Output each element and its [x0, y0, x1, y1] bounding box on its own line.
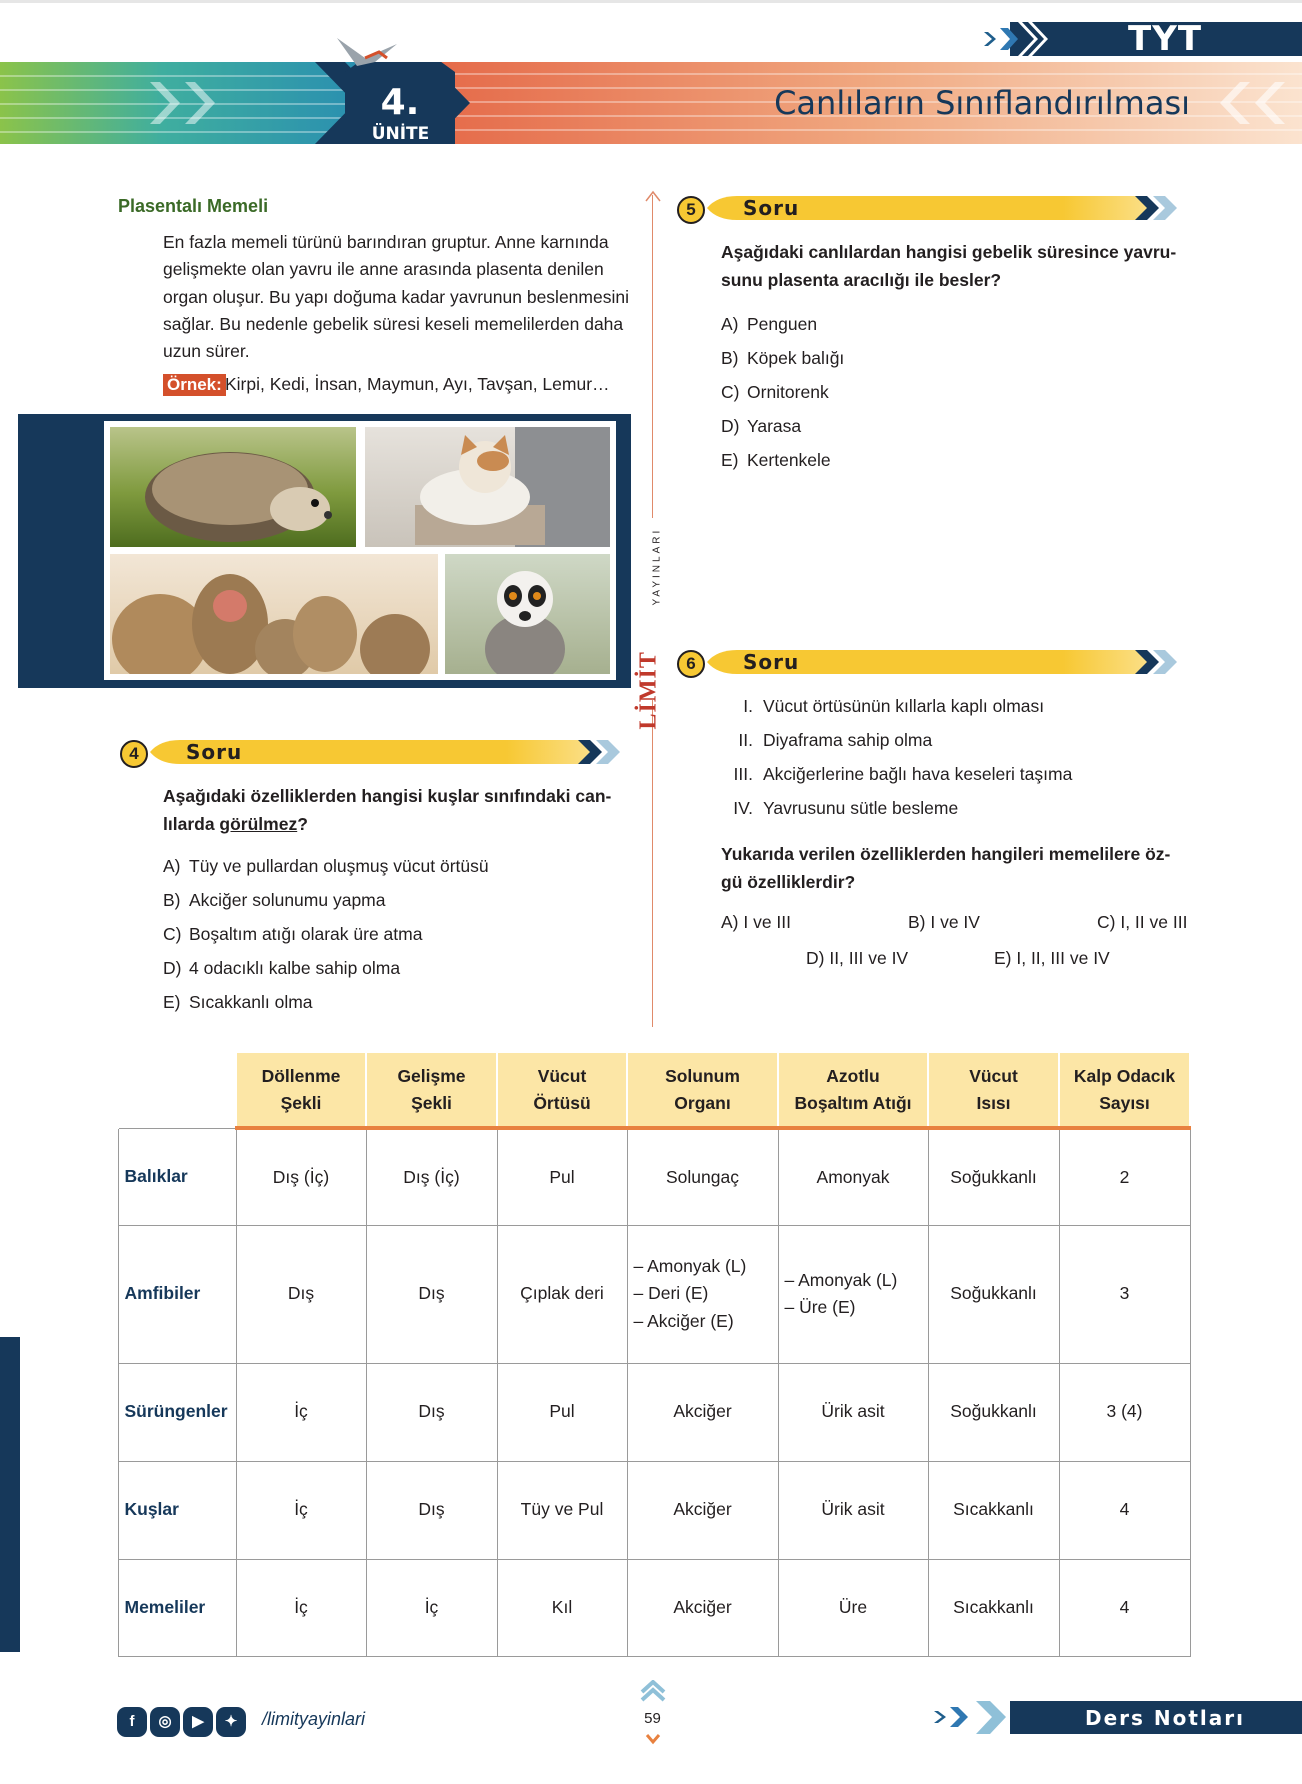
table-header — [778, 1053, 928, 1128]
twitter-icon[interactable]: ✦ — [216, 1707, 246, 1737]
question-4-option[interactable] — [163, 958, 489, 992]
question-6-option[interactable]: A) I ve III — [721, 912, 792, 932]
hedgehog-photo — [110, 427, 356, 547]
header-line: Organı — [674, 1092, 731, 1113]
question-6-label: Soru — [743, 650, 800, 674]
row-header: Balıklar — [118, 1128, 236, 1225]
social-handle[interactable]: /limityayinlari — [262, 1709, 366, 1729]
option-letter: C) — [721, 382, 740, 402]
header-line: Azotlu — [826, 1065, 880, 1086]
header-line: Vücut — [537, 1065, 587, 1086]
table-cell: Dış — [366, 1461, 497, 1559]
table-row — [118, 1559, 1190, 1656]
divider-arrow-icon — [645, 190, 661, 202]
unit-title: Canlıların Sınıflandırılması — [774, 84, 1190, 122]
table-row — [118, 1363, 1190, 1461]
table-cell: 3 (4) — [1059, 1363, 1190, 1461]
option-text: Akciğer solunumu yapma — [189, 890, 386, 910]
table-cell: Pul — [497, 1128, 627, 1225]
statement-roman: II. — [738, 730, 753, 750]
option-text: Ornitorenk — [747, 382, 829, 402]
header-line: Boşaltım Atığı — [794, 1092, 912, 1113]
question-6-option[interactable]: E) I, II, III ve IV — [994, 948, 1110, 968]
header-line: Vücut — [969, 1065, 1018, 1086]
statement-text: Vücut örtüsünün kıllarla kaplı olması — [763, 696, 1045, 716]
table-row — [118, 1461, 1190, 1559]
example-text: Kirpi, Kedi, İnsan, Maymun, Ayı, Tavşan, Lemur… — [225, 374, 610, 394]
header-line: Şekli — [411, 1092, 452, 1113]
option-letter: A) — [163, 856, 181, 876]
table-header — [236, 1053, 366, 1128]
statement-text: Diyaframa sahip olma — [763, 730, 933, 750]
option-letter: D) — [163, 958, 182, 978]
youtube-icon[interactable]: ▶ — [183, 1707, 213, 1737]
table-cell: Soğukkanlı — [928, 1363, 1059, 1461]
table-cell: Ürik asit — [778, 1461, 928, 1559]
option-text: Köpek balığı — [747, 348, 845, 368]
page-edge-stripe — [0, 1337, 20, 1652]
photo-frame — [104, 421, 616, 680]
question-4-stem-end: ? — [297, 814, 308, 834]
table-cell: Dış (İç) — [366, 1128, 497, 1225]
table-cell: Akciğer — [627, 1363, 778, 1461]
question-5-option[interactable] — [721, 314, 844, 348]
question-4-stem-underlined: görülmez — [219, 814, 298, 834]
notes-label: Ders Notları — [1084, 1706, 1245, 1730]
option-text: Tüy ve pullardan oluşmuş vücut örtüsü — [189, 856, 489, 876]
header-line: Solunum — [665, 1065, 740, 1086]
table-cell: Çıplak deri — [497, 1225, 627, 1363]
table-cell: Kıl — [497, 1559, 627, 1656]
table-cell: Amonyak — [778, 1128, 928, 1225]
statement-item — [721, 798, 1072, 832]
statement-roman: I. — [743, 696, 753, 716]
question-6-option[interactable]: B) I ve IV — [908, 912, 980, 932]
statement-text: Akciğerlerine bağlı hava keseleri taşıma — [763, 764, 1073, 784]
option-letter: B) — [163, 890, 181, 910]
table-cell: Dış — [366, 1363, 497, 1461]
header-line: Isısı — [976, 1092, 1011, 1113]
table-cell: Sıcakkanlı — [928, 1461, 1059, 1559]
footer-chevrons — [932, 1701, 1012, 1734]
table-cell: Ürik asit — [778, 1363, 928, 1461]
page-up-chevron-icon — [640, 1680, 666, 1702]
question-5-option[interactable] — [721, 382, 844, 416]
header-line: Döllenme — [261, 1065, 341, 1086]
section-paragraph: En fazla memeli türünü barındıran gruptur. Anne karnında gelişmekte olan yavru ile anne arasında plasenta denilen organ oluşur. Bu yapı doğuma kadar yavrunun beslenmesini sağlar. Bu nedenle gebelik süresi keseli memelilerden daha uzun sürer. — [163, 232, 629, 362]
table-cell: Dış — [236, 1225, 366, 1363]
question-4-option[interactable] — [163, 992, 489, 1026]
table-header — [627, 1053, 778, 1128]
social-icons — [117, 1707, 249, 1737]
table-cell: İç — [236, 1461, 366, 1559]
option-text: Boşaltım atığı olarak üre atma — [189, 924, 423, 944]
question-4-options — [163, 856, 489, 1026]
row-header: Memeliler — [118, 1559, 236, 1656]
question-4-stem — [163, 782, 633, 838]
question-4-label: Soru — [186, 740, 243, 764]
table-cell: İç — [236, 1363, 366, 1461]
statement-text: Yavrusunu sütle besleme — [763, 798, 959, 818]
question-5-option[interactable] — [721, 348, 844, 382]
question-4-option[interactable] — [163, 890, 489, 924]
page-down-chevron-icon — [645, 1733, 661, 1745]
table-cell: – Amonyak (L) – Deri (E) – Akciğer (E) — [627, 1225, 778, 1363]
row-header: Amfibiler — [118, 1225, 236, 1363]
question-6-number: 6 — [677, 650, 705, 678]
table-cell: 4 — [1059, 1559, 1190, 1656]
row-header: Kuşlar — [118, 1461, 236, 1559]
question-5-option[interactable] — [721, 416, 844, 450]
question-4-option[interactable] — [163, 856, 489, 890]
instagram-icon[interactable]: ◎ — [150, 1707, 180, 1737]
row-header: Sürüngenler — [118, 1363, 236, 1461]
question-5-number: 5 — [677, 196, 705, 224]
option-text: Yarasa — [747, 416, 802, 436]
top-rule — [0, 0, 1302, 3]
table-header — [1059, 1053, 1190, 1128]
question-6-items — [721, 696, 1072, 832]
cat-photo — [365, 427, 610, 547]
section-title: Plasentalı Memeli — [118, 196, 269, 216]
monkeys-photo — [110, 554, 438, 674]
question-5-label: Soru — [743, 196, 800, 220]
question-4-number: 4 — [120, 740, 148, 768]
publisher-logo — [631, 518, 671, 730]
publisher-logo-name: LİMİT — [635, 651, 662, 730]
question-5-options — [721, 314, 844, 484]
table-header — [366, 1053, 497, 1128]
option-letter: E) — [163, 992, 181, 1012]
table-cell: Akciğer — [627, 1461, 778, 1559]
exam-label: TYT — [1128, 19, 1203, 59]
table-cell: Soğukkanlı — [928, 1225, 1059, 1363]
table-cell: Akciğer — [627, 1559, 778, 1656]
header-line: Örtüsü — [533, 1092, 591, 1113]
table-cell: Solungaç — [627, 1128, 778, 1225]
header-line: Gelişme — [397, 1065, 466, 1086]
question-6-option[interactable]: C) I, II ve III — [1097, 912, 1188, 932]
option-letter: E) — [721, 450, 739, 470]
question-4-option[interactable] — [163, 924, 489, 958]
question-4-stem-text: Aşağıdaki özelliklerden hangisi kuşlar sınıfındaki can-lılarda — [163, 786, 612, 834]
page-number: 59 — [644, 1710, 661, 1727]
table-cell: Soğukkanlı — [928, 1128, 1059, 1225]
question-6-option[interactable]: D) II, III ve IV — [806, 948, 909, 968]
header-line: Kalp Odacık — [1073, 1065, 1176, 1086]
statement-item — [721, 696, 1072, 730]
table-cell: Dış (İç) — [236, 1128, 366, 1225]
table-cell: Dış — [366, 1225, 497, 1363]
table-cell: 2 — [1059, 1128, 1190, 1225]
option-text: 4 odacıklı kalbe sahip olma — [189, 958, 401, 978]
table-cell: 4 — [1059, 1461, 1190, 1559]
table-cell: Pul — [497, 1363, 627, 1461]
example-badge: Örnek: — [163, 374, 226, 396]
option-letter: A) — [721, 314, 739, 334]
unit-number: 4. — [380, 82, 420, 123]
lemur-photo — [445, 554, 610, 674]
question-6-stem: Yukarıda verilen özelliklerden hangileri memelilere öz-gü özelliklerdir? — [721, 844, 1171, 892]
bird-icon — [335, 32, 405, 70]
table-cell: Üre — [778, 1559, 928, 1656]
header-line: Şekli — [280, 1092, 322, 1113]
question-5-stem: Aşağıdaki canlılardan hangisi gebelik süresince yavru-sunu plasenta aracılığı ile besler? — [721, 242, 1177, 290]
unit-word: ÜNİTE — [371, 124, 430, 144]
table-cell: Tüy ve Pul — [497, 1461, 627, 1559]
table-header — [928, 1053, 1059, 1128]
header-line: Sayısı — [1099, 1092, 1150, 1113]
publisher-logo-sub: YAYINLARI — [651, 527, 663, 606]
option-text: Sıcakkanlı olma — [189, 992, 313, 1012]
facebook-icon[interactable]: f — [117, 1707, 147, 1737]
statement-item — [721, 730, 1072, 764]
statement-roman: IV. — [733, 798, 753, 818]
option-letter: B) — [721, 348, 739, 368]
option-text: Kertenkele — [747, 450, 831, 470]
table-row — [118, 1128, 1190, 1225]
classification-table — [117, 1053, 1191, 1657]
table-header — [497, 1053, 627, 1128]
table-row — [118, 1225, 1190, 1363]
option-text: Penguen — [747, 314, 818, 334]
table-cell: İç — [366, 1559, 497, 1656]
option-letter: D) — [721, 416, 740, 436]
table-cell: 3 — [1059, 1225, 1190, 1363]
header-chevrons — [982, 22, 1062, 56]
option-letter: C) — [163, 924, 182, 944]
table-corner — [118, 1053, 236, 1128]
table-cell: – Amonyak (L) – Üre (E) — [778, 1225, 928, 1363]
statement-roman: III. — [733, 764, 753, 784]
table-cell: Sıcakkanlı — [928, 1559, 1059, 1656]
statement-item — [721, 764, 1072, 798]
question-5-option[interactable] — [721, 450, 844, 484]
table-cell: İç — [236, 1559, 366, 1656]
